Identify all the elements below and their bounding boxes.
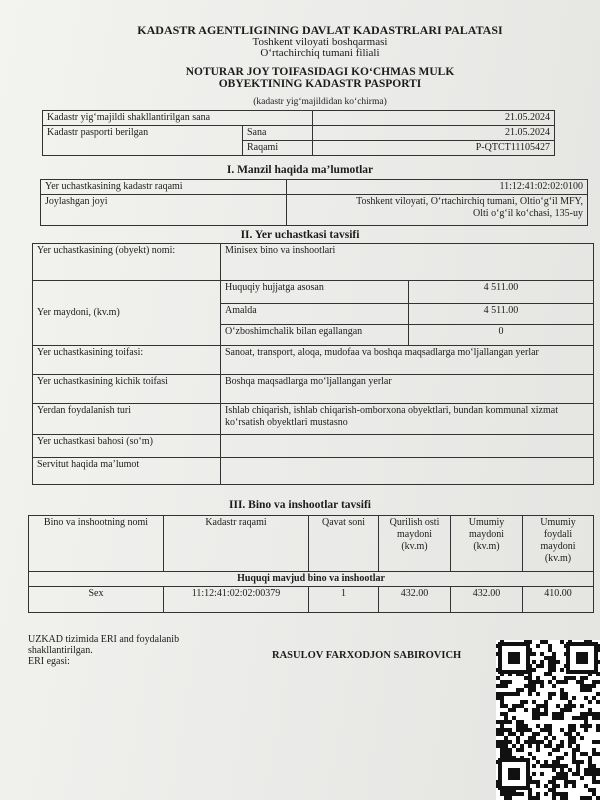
land-subcategory-value: Boshqa maqsadlarga mo‘ljallangan yerlar [221,375,594,404]
land-category-label: Yer uchastkasining toifasi: [33,346,221,375]
passport-info-table [42,110,555,156]
building-footprint: 432.00 [379,587,451,613]
servitude-label: Servitut haqida ma’lumot [33,458,221,485]
building-total-area: 432.00 [451,587,523,613]
document-subtitle: (kadastr yig‘majildidan ko‘chirma) [253,97,387,107]
land-price-label: Yer uchastkasi bahosi (so‘m) [33,435,221,458]
buildings-group-label: Huquqi mavjud bino va inshootlar [29,572,594,587]
document-title-1: NOTURAR JOY TOIFASIDAGI KO‘CHMAS MULK [185,66,455,78]
land-category-value: Sanoat, transport, aloqa, mudofaa va boshqa maqsadlarga mo‘ljallangan yerlar [221,346,594,375]
location-line-1: Toshkent viloyati, O‘rtachirchiq tumani, Oltio‘g‘il MFY, [356,196,583,207]
land-usage-label: Yerdan foydalanish turi [33,404,221,435]
eds-owner-label: ERI egasi: [28,656,70,667]
legal-area-value: 4 511.00 [409,281,594,304]
land-area-label: Yer maydoni, (kv.m) [33,281,221,346]
actual-area-label: Amalda [221,304,409,325]
table-row [29,587,594,613]
cadastre-number-value: 11:12:41:02:02:0100 [287,180,588,195]
land-usage-value: Ishlab chiqarish, ishlab chiqarish-omborxona obyektlari, bundan kommunal xizmat ko‘rsatish obyektlari mustasno [221,404,594,435]
eds-note-line-2: shakllantirilgan. [28,645,93,656]
cadastre-number-label: Yer uchastkasining kadastr raqami [41,180,287,195]
formation-date-value: 21.05.2024 [313,111,555,126]
section-2-title: II. Yer uchastkasi tavsifi [240,229,360,241]
document-title-2: OBYEKTINING KADASTR PASPORTI [218,78,422,90]
col-useful-area: Umumiy foydali maydoni (kv.m) [523,516,594,572]
servitude-value [221,458,594,485]
qr-code [496,640,600,800]
building-name: Sex [29,587,164,613]
eds-note [28,634,179,667]
region-office: Toshkent viloyati boshqarmasi [252,36,388,48]
section-1-title: I. Manzil haqida ma’lumotlar [226,164,374,176]
signer-name: RASULOV FARXODJON SABIROVICH [272,650,462,661]
agency-title: KADASTR AGENTLIGINING DAVLAT KADASTRLARI PALATASI [137,23,503,37]
self-occupied-label: O‘zboshimchalik bilan egallangan [221,325,409,346]
col-total-area: Umumiy maydoni (kv.m) [451,516,523,572]
buildings-table [28,515,594,613]
issue-date-value: 21.05.2024 [313,126,555,141]
object-name-label: Yer uchastkasining (obyekt) nomi: [33,244,221,281]
object-name-value: Minisex bino va inshootlari [221,244,594,281]
actual-area-value: 4 511.00 [409,304,594,325]
location-value [287,195,588,226]
land-subcategory-label: Yer uchastkasining kichik toifasi [33,375,221,404]
qr-code-icon [496,640,600,800]
building-useful-area: 410.00 [523,587,594,613]
building-cadastre: 11:12:41:02:02:00379 [164,587,309,613]
passport-issued-label: Kadastr pasporti berilgan [43,126,243,156]
location-label: Joylashgan joyi [41,195,287,226]
col-footprint-area: Qurilish osti maydoni (kv.m) [379,516,451,572]
location-line-2: Olti o‘g‘il ko‘chasi, 135-uy [473,208,583,219]
land-description-table [32,243,594,485]
passport-number-value: P-QTCT11105427 [313,141,555,156]
eds-note-line-1: UZKAD tizimida ERI and foydalanib [28,634,180,645]
self-occupied-value: 0 [409,325,594,346]
address-table [40,179,588,226]
district-branch: O‘rtachirchiq tumani filiali [260,47,380,59]
land-price-value [221,435,594,458]
formation-date-label: Kadastr yig‘majildi shakllantirilgan sana [43,111,313,126]
col-building-name: Bino va inshootning nomi [29,516,164,572]
col-floors: Qavat soni [309,516,379,572]
col-cadastre-number: Kadastr raqami [164,516,309,572]
issue-date-label: Sana [243,126,313,141]
legal-area-label: Huquqiy hujjatga asosan [221,281,409,304]
number-label: Raqami [243,141,313,156]
building-floors: 1 [309,587,379,613]
section-3-title: III. Bino va inshootlar tavsifi [229,499,371,511]
